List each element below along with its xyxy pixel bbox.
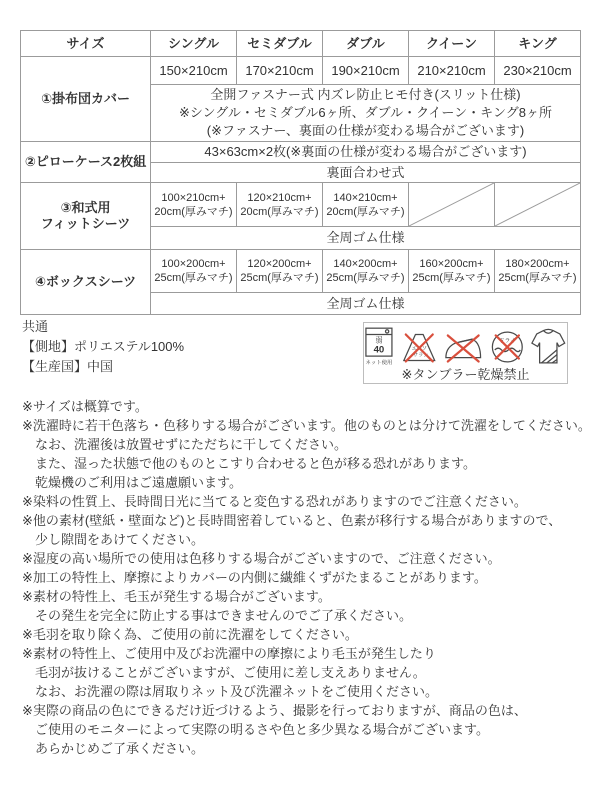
size-line: 160×200cm+	[419, 258, 484, 270]
size-cell	[237, 250, 323, 293]
note-line: ※染料の性質上、長時間日光に当てると変色する恐れがありますのでご注意ください。	[22, 494, 527, 509]
pillowcase-size-row	[21, 142, 581, 163]
no-chlorine-bleach-icon	[400, 328, 439, 366]
pillowcase-spec-cell: 裏面合わせ式	[151, 163, 581, 183]
row-label-line: ③和式用	[60, 200, 111, 215]
no-iron-icon	[443, 330, 483, 366]
size-line: 20cm(厚みマチ)	[154, 205, 233, 218]
note-line: ※他の素材(壁紙・壁面など)と長時間密着していると、色素が移行する場合がありますので、	[22, 513, 562, 528]
wash-temp-label: 40	[373, 344, 385, 356]
note-line: 少し隙間をあけてください。	[35, 532, 205, 547]
size-line: 25cm(厚みマチ)	[498, 272, 577, 284]
size-cell	[323, 183, 409, 227]
box-sheet-size-row	[21, 250, 581, 293]
note-line: ※湿度の高い場所での使用は色移りする場合がございますので、ご注意ください。	[22, 551, 501, 566]
care-symbols-box	[363, 322, 568, 384]
wash-strength-label: 弱	[375, 335, 383, 345]
size-cell	[237, 183, 323, 227]
row-label-line: フィットシーツ	[40, 216, 131, 231]
duvet-cover-size-row	[21, 57, 581, 85]
fabric-info: 【側地】ポリエステル100%	[22, 339, 185, 354]
bleach-label-line1: エンソ	[411, 345, 427, 352]
size-cell: 230×210cm	[495, 57, 581, 85]
size-cell: 150×210cm	[151, 57, 237, 85]
size-line: 20cm(厚みマチ)	[240, 205, 319, 218]
note-line: ※素材の特性上、毛玉が発生する場合がございます。	[22, 589, 331, 604]
col-header-king: キング	[495, 31, 581, 57]
size-cell	[151, 250, 237, 293]
size-line: 180×200cm+	[505, 258, 570, 270]
size-line: 25cm(厚みマチ)	[240, 272, 319, 284]
box-sheet-spec-cell: 全周ゴム仕様	[151, 293, 581, 315]
no-tumble-dry-caption: ※タンブラー乾燥禁止	[401, 367, 530, 382]
note-line: ※加工の特性上、摩擦によりカバーの内側に繊維くずがたまることがあります。	[22, 570, 487, 585]
size-line: 140×200cm+	[333, 258, 398, 270]
machine-wash-weak-40-icon	[364, 326, 395, 366]
note-line: なお、お洗濯の際は屑取りネット及び洗濯ネットをご使用ください。	[35, 684, 439, 699]
row-label-box-sheet: ④ボックスシーツ	[21, 250, 151, 315]
empty-cell-diagonal	[409, 183, 495, 227]
pillowcase-size-cell: 43×63cm×2枚(※裏面の仕様が変わる場合がございます)	[151, 142, 581, 163]
col-header-single: シングル	[151, 31, 237, 57]
note-line: ※実際の商品の色にできるだけ近づけるよう、撮影を行っておりますが、商品の色は、	[22, 703, 527, 718]
diagonal-line	[495, 183, 580, 226]
col-header-double: ダブル	[323, 31, 409, 57]
col-header-semidouble: セミダブル	[237, 31, 323, 57]
note-line: その発生を完全に防止する事はできませんのでご了承ください。	[35, 608, 413, 623]
size-line: 100×210cm+	[161, 191, 226, 204]
note-line: 毛羽が抜けることがございますが、ご使用に差し支えありません。	[35, 665, 426, 680]
col-header-queen: クイーン	[409, 31, 495, 57]
bleach-label-line2: サラシ	[412, 352, 429, 359]
country-of-origin: 【生産国】中国	[22, 359, 114, 374]
note-line: ※サイズは概算です。	[22, 399, 148, 414]
note-line: あらかじめご了承ください。	[35, 741, 205, 756]
note-line: また、湿った状態で他のものとこすり合わせると色が移る恐れがあります。	[35, 456, 476, 471]
size-line: 120×200cm+	[247, 258, 312, 270]
note-line: ※素材の特性上、ご使用中及びお洗濯中の摩擦により毛玉が発生したり	[22, 646, 436, 661]
size-line: 100×200cm+	[161, 258, 226, 270]
size-cell	[495, 250, 581, 293]
row-label-duvet-cover: ①掛布団カバー	[21, 57, 151, 142]
spec-line: ※シングル・セミダブル6ヶ所、ダブル・クイーン・キング8ヶ所	[178, 105, 553, 120]
note-line: 乾燥機のご利用はご遠慮願います。	[35, 475, 242, 490]
common-title: 共通	[22, 319, 49, 334]
size-cell	[151, 183, 237, 227]
note-line: ご使用のモニターによって実際の明るさや色と多少異なる場合がございます。	[35, 722, 489, 737]
empty-cell-diagonal	[495, 183, 581, 227]
wash-net-note: ネット使用	[365, 359, 393, 366]
fitted-sheet-size-row	[21, 183, 581, 227]
size-line: 20cm(厚みマチ)	[326, 205, 405, 218]
size-line: 25cm(厚みマチ)	[154, 272, 233, 284]
duvet-cover-spec-cell	[151, 85, 581, 142]
diagonal-line	[409, 183, 494, 226]
spec-line: (※ファスナー、裏面の仕様が変わる場合がございます)	[206, 123, 525, 138]
notes-section	[22, 397, 591, 758]
dry-clean-label: ドライ	[498, 338, 516, 345]
size-spec-table	[20, 30, 581, 315]
note-line: ※洗濯時に若干色落ち・色移りする場合がございます。他のものとは分けて洗濯をしてください。	[22, 418, 591, 433]
no-dry-clean-icon	[489, 328, 526, 366]
size-line: 25cm(厚みマチ)	[326, 272, 405, 284]
spec-line: 全開ファスナー式 内ズレ防止ヒモ付き(スリット仕様)	[210, 87, 521, 102]
shade-dry-shirt-icon	[530, 326, 567, 366]
size-line: 120×210cm+	[247, 191, 312, 204]
row-label-fitted-sheet	[21, 183, 151, 250]
size-line: 140×210cm+	[333, 191, 398, 204]
note-line: ※毛羽を取り除く為、ご使用の前に洗濯をしてください。	[22, 627, 358, 642]
care-icons-row	[364, 326, 567, 366]
note-line: なお、洗濯後は放置せずにただちに干してください。	[35, 437, 348, 452]
size-cell: 210×210cm	[409, 57, 495, 85]
size-line: 25cm(厚みマチ)	[412, 272, 491, 284]
fitted-sheet-spec-cell: 全周ゴム仕様	[151, 227, 581, 250]
row-label-pillowcase: ②ピローケース2枚組	[21, 142, 151, 183]
size-cell: 190×210cm	[323, 57, 409, 85]
table-header-row	[21, 31, 581, 57]
col-header-size-label: サイズ	[21, 31, 151, 57]
size-cell: 170×210cm	[237, 57, 323, 85]
size-cell	[409, 250, 495, 293]
common-materials-block	[22, 317, 184, 377]
size-cell	[323, 250, 409, 293]
